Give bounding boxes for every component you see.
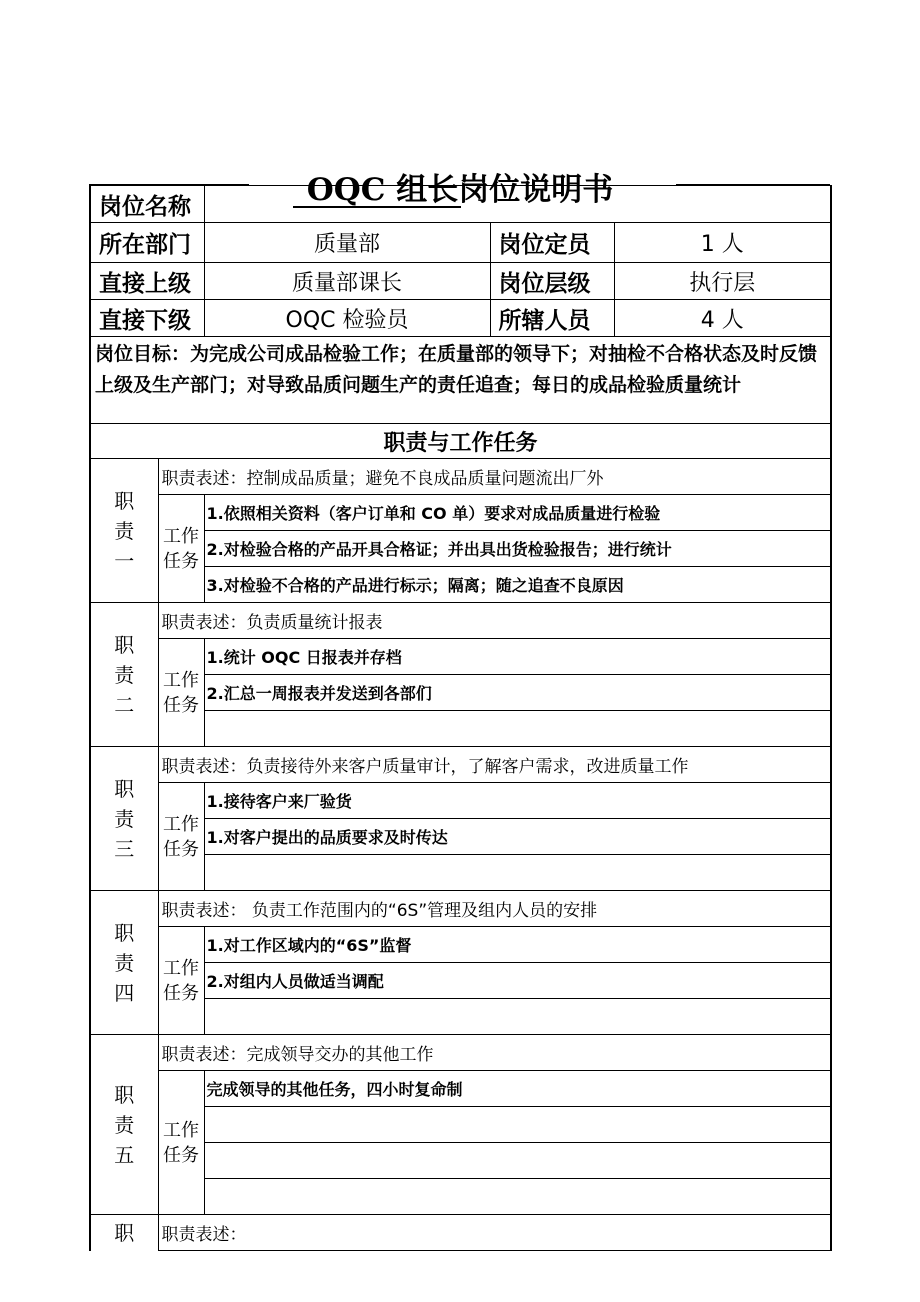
task-label-text: 工作任务 [163,525,199,572]
superior-value: 质量部课长 [204,263,490,300]
task-item [204,999,831,1035]
job-description-table [89,185,832,1251]
dept-value: 质量部 [204,223,490,263]
level-value: 执行层 [614,263,831,300]
subordinate-label: 直接下级 [90,300,204,337]
duty-description: 职责表述： 负责工作范围内的“6S”管理及组内人员的安排 [158,891,831,927]
duty-label [90,459,158,603]
task-label-text: 工作任务 [163,669,199,716]
duty-label [90,891,158,1035]
duty-label-text: 职责三 [114,776,135,861]
task-item: 2.汇总一周报表并发送到各部们 [204,675,831,711]
subordinate-value: OQC 检验员 [204,300,490,337]
task-item: 1.对工作区域内的“6S”监督 [204,927,831,963]
task-label [158,495,204,603]
task-item: 1.对客户提出的品质要求及时传达 [204,819,831,855]
staff-label: 所辖人员 [490,300,614,337]
duty-description: 职责表述：控制成品质量；避免不良成品质量问题流出厂外 [158,459,831,495]
duty-label-text: 职责二 [114,632,135,717]
task-label-text: 工作任务 [163,1119,199,1166]
duty-label-text: 职责五 [114,1082,135,1167]
job-name-value [204,186,831,223]
duty-label [90,603,158,747]
task-item: 1.统计 OQC 日报表并存档 [204,639,831,675]
task-item: 2.对组内人员做适当调配 [204,963,831,999]
task-item [204,855,831,891]
task-label [158,1071,204,1215]
quota-value: 1 人 [614,223,831,263]
duty-description: 职责表述：完成领导交办的其他工作 [158,1035,831,1071]
document-title-text: OQC 组长岗位说明书 [306,172,614,208]
job-name-label: 岗位名称 [90,186,204,223]
dept-label: 所在部门 [90,223,204,263]
duty-label [90,747,158,891]
task-item [204,1179,831,1215]
duty-label-text: 职责一 [114,488,135,573]
task-item: 1.依照相关资料（客户订单和 CO 单）要求对成品质量进行检验 [204,495,831,531]
duty-label-text: 职责四 [114,920,135,1005]
job-goal [90,337,831,424]
job-goal-text: 为完成公司成品检验工作；在质量部的领导下；对抽检不合格状态及时反馈上级及生产部门；对导致品质问题生产的责任追查；每日的成品检验质量统计 [95,343,818,396]
section-title: 职责与工作任务 [90,424,831,459]
quota-label: 岗位定员 [490,223,614,263]
task-label [158,639,204,747]
staff-value: 4 人 [614,300,831,337]
task-label [158,783,204,891]
task-item [204,711,831,747]
duty-description: 职责表述：负责质量统计报表 [158,603,831,639]
task-item [204,1107,831,1143]
duty-label [90,1035,158,1215]
task-item [204,1143,831,1179]
task-item: 3.对检验不合格的产品进行标示；隔离；随之追查不良原因 [204,567,831,603]
superior-label: 直接上级 [90,263,204,300]
task-item: 完成领导的其他任务，四小时复命制 [204,1071,831,1107]
task-item: 2.对检验合格的产品开具合格证；并出具出货检验报告；进行统计 [204,531,831,567]
duty-label-text: 职 [114,1220,135,1245]
duty-description: 职责表述： [158,1215,831,1251]
job-goal-label: 岗位目标： [95,343,191,365]
task-item: 1.接待客户来厂验货 [204,783,831,819]
duty-label [90,1215,158,1251]
task-label-text: 工作任务 [163,813,199,860]
level-label: 岗位层级 [490,263,614,300]
duty-description: 职责表述：负责接待外来客户质量审计，了解客户需求，改进质量工作 [158,747,831,783]
task-label-text: 工作任务 [163,957,199,1004]
task-label [158,927,204,1035]
